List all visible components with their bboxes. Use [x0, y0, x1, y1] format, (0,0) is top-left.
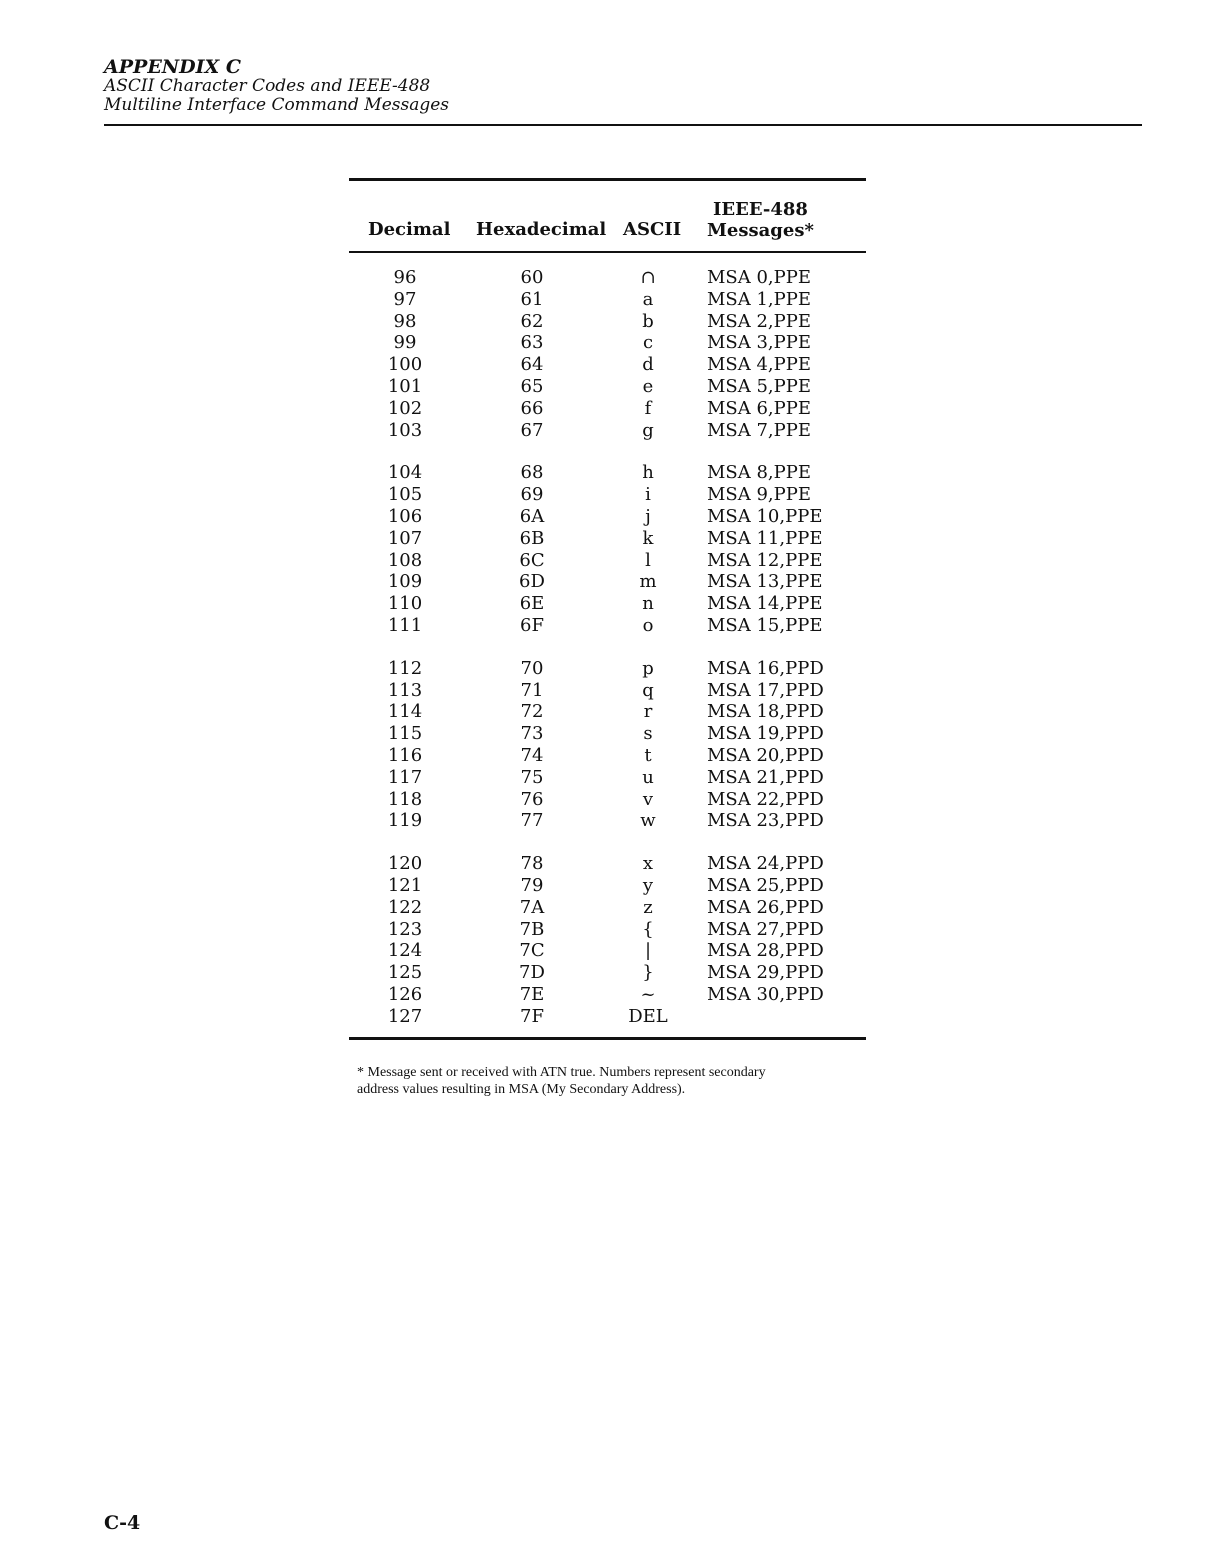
cell-decimal: 105 — [387, 484, 423, 506]
table-row — [349, 354, 866, 376]
cell-message: MSA 8,PPE — [707, 462, 812, 484]
row-group — [349, 462, 866, 636]
cell-hex: 74 — [520, 744, 544, 766]
cell-decimal: 115 — [387, 723, 423, 745]
cell-ascii: f — [644, 397, 652, 419]
cell-ascii: b — [642, 310, 654, 332]
cell-message: MSA 16,PPD — [707, 657, 824, 679]
cell-hex: 6B — [519, 527, 545, 549]
table-row — [349, 550, 866, 572]
table-row — [349, 1006, 866, 1028]
cell-decimal: 96 — [393, 267, 417, 288]
cell-message: MSA 17,PPD — [707, 679, 824, 701]
cell-message: MSA 3,PPE — [707, 332, 812, 354]
cell-decimal: 100 — [387, 354, 423, 376]
cell-hex: 7B — [519, 918, 545, 940]
cell-hex: 71 — [520, 679, 544, 701]
cell-hex: 73 — [520, 723, 544, 745]
cell-ascii: n — [642, 593, 654, 615]
table-row — [349, 593, 866, 615]
cell-decimal: 127 — [387, 1005, 423, 1027]
appendix-subtitle-line1: ASCII Character Codes and IEEE-488 — [104, 76, 431, 96]
cell-hex: 7A — [519, 896, 545, 918]
cell-message: MSA 30,PPD — [707, 983, 824, 1005]
header-rule — [104, 124, 1142, 126]
cell-ascii: } — [642, 962, 654, 984]
cell-message: MSA 19,PPD — [707, 723, 824, 745]
cell-message: MSA 11,PPE — [707, 527, 823, 549]
table-row — [349, 810, 866, 832]
cell-decimal: 110 — [387, 593, 423, 615]
table-bottom-rule — [349, 1037, 866, 1040]
table-row — [349, 919, 866, 941]
footnote-line2: address values resulting in MSA (My Secondary Address). — [357, 1082, 686, 1097]
table-row — [349, 723, 866, 745]
table-row — [349, 940, 866, 962]
cell-decimal: 103 — [387, 419, 423, 441]
cell-decimal: 98 — [393, 310, 417, 332]
cell-ascii: DEL — [628, 1005, 668, 1027]
cell-decimal: 102 — [387, 397, 423, 419]
cell-decimal: 124 — [387, 940, 423, 962]
col-header-ascii: ASCII — [623, 219, 682, 240]
cell-message: MSA 25,PPD — [707, 874, 824, 896]
cell-ascii: g — [642, 419, 654, 441]
cell-hex: 67 — [520, 419, 544, 441]
cell-decimal: 109 — [387, 571, 423, 593]
cell-message: MSA 28,PPD — [707, 940, 824, 962]
cell-message: MSA 29,PPD — [707, 962, 824, 984]
table-row — [349, 332, 866, 354]
table-row — [349, 897, 866, 919]
cell-message: MSA 27,PPD — [707, 918, 824, 940]
cell-decimal: 117 — [387, 766, 423, 788]
cell-hex: 64 — [520, 354, 544, 376]
cell-hex: 60 — [520, 267, 544, 288]
cell-message: MSA 0,PPE — [707, 267, 812, 288]
cell-hex: 6C — [519, 549, 545, 571]
cell-message: MSA 12,PPE — [707, 549, 823, 571]
cell-message: MSA 22,PPD — [707, 788, 824, 810]
table-row — [349, 853, 866, 875]
cell-ascii: d — [642, 354, 654, 376]
cell-decimal: 112 — [387, 657, 423, 679]
cell-hex: 79 — [520, 874, 544, 896]
table-row — [349, 506, 866, 528]
col-header-messages — [707, 199, 814, 241]
cell-hex: 77 — [520, 810, 544, 832]
cell-ascii: x — [642, 853, 654, 875]
cell-decimal: 111 — [387, 614, 423, 636]
cell-decimal: 122 — [387, 896, 423, 918]
table-row — [349, 267, 866, 289]
cell-hex: 6A — [519, 505, 545, 527]
page-number: C-4 — [104, 1512, 141, 1534]
col-header-decimal: Decimal — [368, 219, 451, 240]
cell-hex: 63 — [520, 332, 544, 354]
cell-decimal: 120 — [387, 853, 423, 875]
row-group — [349, 658, 866, 832]
cell-ascii: s — [643, 723, 653, 745]
cell-message: MSA 24,PPD — [707, 853, 824, 875]
footnote-line1: * Message sent or received with ATN true. Numbers represent secondary — [357, 1065, 766, 1080]
row-group — [349, 267, 866, 441]
cell-hex: 70 — [520, 657, 544, 679]
cell-hex: 75 — [520, 766, 544, 788]
cell-decimal: 116 — [387, 744, 423, 766]
cell-message: MSA 15,PPE — [707, 614, 823, 636]
cell-message: MSA 26,PPD — [707, 896, 824, 918]
cell-hex: 68 — [520, 462, 544, 484]
table-row — [349, 398, 866, 420]
cell-hex: 62 — [520, 310, 544, 332]
cell-hex: 6D — [519, 571, 545, 593]
cell-ascii: o — [642, 614, 654, 636]
cell-ascii: ~ — [640, 983, 656, 1005]
table-row — [349, 615, 866, 637]
cell-decimal: 125 — [387, 962, 423, 984]
cell-decimal: 126 — [387, 983, 423, 1005]
cell-hex: 69 — [520, 484, 544, 506]
cell-message: MSA 4,PPE — [707, 354, 812, 376]
cell-ascii: p — [642, 657, 654, 679]
table-body — [349, 253, 866, 1037]
cell-hex: 7E — [519, 983, 545, 1005]
table-row — [349, 420, 866, 442]
cell-hex: 76 — [520, 788, 544, 810]
col-header-hex: Hexadecimal — [476, 219, 607, 240]
cell-ascii: v — [642, 788, 654, 810]
cell-message: MSA 2,PPE — [707, 310, 812, 332]
cell-message: MSA 9,PPE — [707, 484, 812, 506]
col-header-messages-line1: IEEE-488 — [712, 199, 808, 220]
appendix-subtitle-line2: Multiline Interface Command Messages — [104, 95, 450, 115]
cell-hex: 72 — [520, 701, 544, 723]
table-row — [349, 571, 866, 593]
cell-ascii: l — [645, 549, 651, 571]
cell-message: MSA 10,PPE — [707, 505, 823, 527]
table-row — [349, 658, 866, 680]
cell-hex: 61 — [520, 288, 544, 310]
cell-decimal: 108 — [387, 549, 423, 571]
cell-ascii: m — [639, 571, 657, 593]
cell-hex: 6F — [520, 614, 544, 636]
cell-ascii: i — [645, 484, 651, 506]
cell-ascii: j — [645, 505, 651, 527]
table-row — [349, 745, 866, 767]
table-row — [349, 962, 866, 984]
cell-ascii: e — [642, 375, 654, 397]
cell-message: MSA 1,PPE — [707, 288, 812, 310]
cell-hex: 65 — [520, 375, 544, 397]
cell-decimal: 101 — [387, 375, 423, 397]
table-row — [349, 462, 866, 484]
cell-ascii: ∩ — [640, 267, 656, 288]
cell-message: MSA 5,PPE — [707, 375, 812, 397]
table-row — [349, 376, 866, 398]
table-row — [349, 311, 866, 333]
ascii-code-table — [349, 178, 866, 1040]
footnote — [357, 1064, 887, 1098]
cell-ascii: r — [643, 701, 653, 723]
appendix-title: APPENDIX C — [104, 56, 242, 78]
table-row — [349, 680, 866, 702]
cell-decimal: 114 — [387, 701, 423, 723]
cell-ascii: h — [642, 462, 654, 484]
cell-hex: 7D — [519, 962, 545, 984]
cell-hex: 6E — [519, 593, 545, 615]
table-row — [349, 484, 866, 506]
cell-message: MSA 20,PPD — [707, 744, 824, 766]
cell-message: MSA 6,PPE — [707, 397, 812, 419]
cell-hex: 66 — [520, 397, 544, 419]
cell-ascii: a — [642, 288, 654, 310]
cell-decimal: 123 — [387, 918, 423, 940]
cell-ascii: q — [642, 679, 654, 701]
cell-ascii: u — [642, 766, 654, 788]
cell-ascii: | — [644, 940, 652, 962]
cell-message: MSA 7,PPE — [707, 419, 812, 441]
cell-message: MSA 13,PPE — [707, 571, 823, 593]
table-row — [349, 984, 866, 1006]
table-row — [349, 701, 866, 723]
cell-message: MSA 21,PPD — [707, 766, 824, 788]
cell-decimal: 107 — [387, 527, 423, 549]
table-row — [349, 289, 866, 311]
cell-message: MSA 14,PPE — [707, 593, 823, 615]
cell-hex: 7F — [520, 1005, 544, 1027]
cell-ascii: t — [644, 744, 652, 766]
table-header — [349, 181, 866, 251]
cell-ascii: { — [642, 918, 654, 940]
cell-hex: 78 — [520, 853, 544, 875]
cell-message: MSA 18,PPD — [707, 701, 824, 723]
cell-message: MSA 23,PPD — [707, 810, 824, 832]
cell-ascii: y — [642, 874, 654, 896]
cell-decimal: 121 — [387, 874, 423, 896]
cell-ascii: k — [642, 527, 654, 549]
cell-decimal: 113 — [387, 679, 423, 701]
cell-ascii: z — [643, 896, 653, 918]
cell-decimal: 104 — [387, 462, 423, 484]
cell-decimal: 99 — [393, 332, 417, 354]
cell-decimal: 97 — [393, 288, 417, 310]
cell-ascii: w — [640, 810, 656, 832]
cell-decimal: 106 — [387, 505, 423, 527]
table-row — [349, 875, 866, 897]
row-group — [349, 853, 866, 1027]
cell-hex: 7C — [519, 940, 545, 962]
table-row — [349, 767, 866, 789]
cell-ascii: c — [642, 332, 654, 354]
col-header-messages-line2: Messages* — [707, 220, 814, 241]
table-row — [349, 528, 866, 550]
table-row — [349, 789, 866, 811]
running-header — [104, 58, 449, 115]
cell-decimal: 118 — [387, 788, 423, 810]
cell-decimal: 119 — [387, 810, 423, 832]
